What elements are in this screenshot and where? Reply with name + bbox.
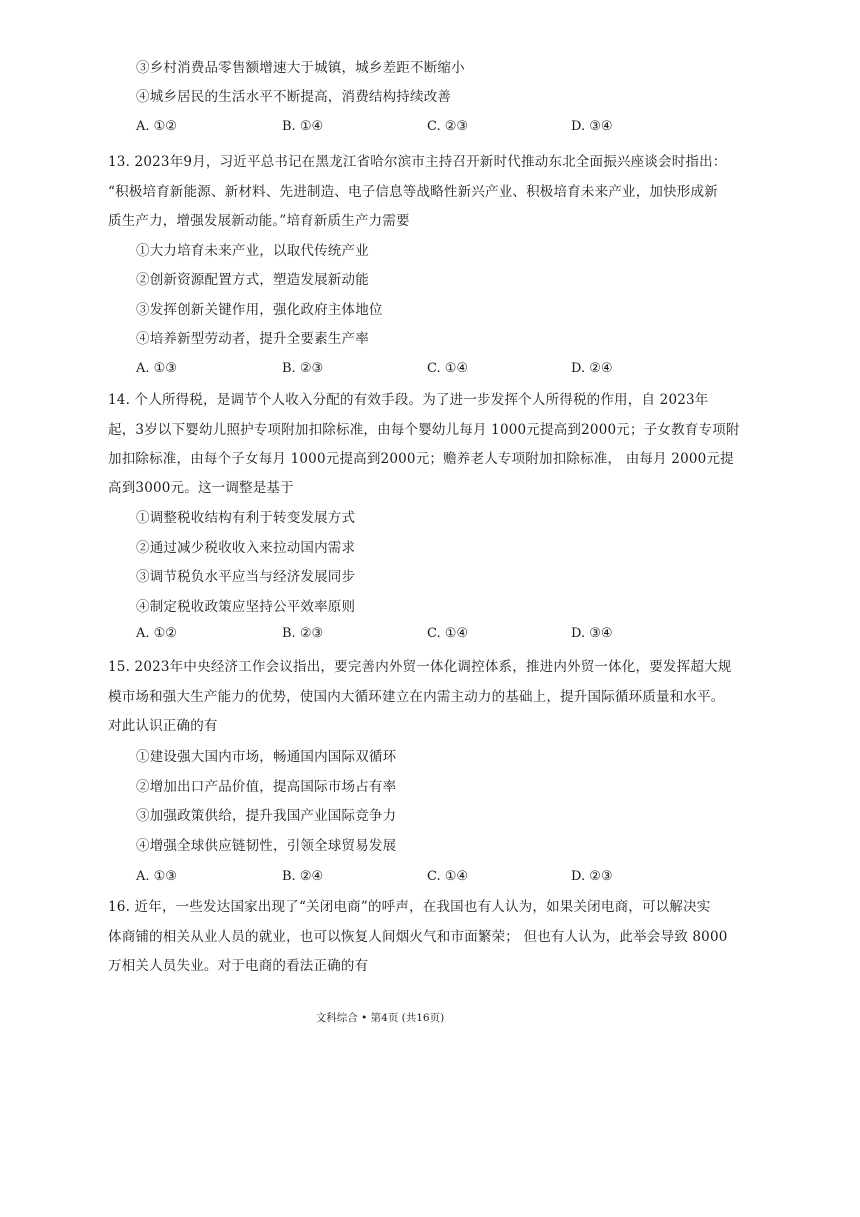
q15-answer-a: A. ①③ [136, 869, 177, 884]
q14-stem-line-1: 14. 个人所得税，是调节个人收入分配的有效手段。为了进一步发挥个人所得税的作用，自 2023年 [108, 392, 709, 408]
page-footer: 文科综合 • 第4页 (共16页) [315, 1012, 445, 1024]
q12-answer-a: A. ①② [136, 119, 177, 134]
q12-answer-c: C. ②③ [427, 119, 469, 134]
q14-answer-c: C. ①④ [427, 626, 469, 641]
q15-option-4: ④增强全球供应链韧性，引领全球贸易发展 [136, 838, 397, 854]
q14-stem-line-2: 起，3岁以下婴幼儿照护专项附加扣除标准，由每个婴幼儿每月 1000元提高到2000元；子女教育专项附 [108, 422, 740, 438]
q16-stem-line-3: 万相关人员失业。对于电商的看法正确的有 [108, 958, 369, 974]
q15-stem-line-1: 15. 2023年中央经济工作会议指出，要完善内外贸一体化调控体系，推进内外贸一体化，要发挥超大规 [108, 659, 732, 675]
q13-stem-line-1: 13. 2023年9月，习近平总书记在黑龙江省哈尔滨市主持召开新时代推动东北全面振兴座谈会时指出： [108, 154, 727, 170]
q13-stem-line-2: “积极培育新能源、新材料、先进制造、电子信息等战略性新兴产业、积极培育未来产业，加快形成新 [108, 184, 718, 200]
q13-option-2: ②创新资源配置方式，塑造发展新动能 [136, 272, 369, 288]
q13-option-4: ④培养新型劳动者，提升全要素生产率 [136, 331, 369, 347]
q15-option-3: ③加强政策供给，提升我国产业国际竞争力 [136, 808, 397, 824]
q12-answer-b: B. ①④ [282, 119, 324, 134]
q14-stem-line-4: 高到3000元。这一调整是基于 [108, 480, 294, 496]
q15-answer-b: B. ②④ [282, 869, 324, 884]
q13-answer-row [136, 359, 736, 379]
q14-answer-row [136, 624, 736, 644]
q15-answer-row [136, 867, 736, 887]
q13-answer-d: D. ②④ [571, 361, 613, 376]
q14-stem-line-3: 加扣除标准，由每个子女每月 1000元提高到2000元；赡养老人专项附加扣除标准， 由每月 2000元提 [108, 451, 734, 467]
q13-answer-b: B. ②③ [282, 361, 324, 376]
q15-stem-line-2: 模市场和强大生产能力的优势，使国内大循环建立在内需主动力的基础上，提升国际循环质量和水平。 [108, 689, 725, 705]
q16-stem-line-2: 体商铺的相关从业人员的就业，也可以恢复人间烟火气和市面繁荣； 但也有人认为，此举会导致 8000 [108, 929, 728, 945]
q14-answer-b: B. ②③ [282, 626, 324, 641]
q14-option-3: ③调节税负水平应当与经济发展同步 [136, 569, 356, 585]
q14-option-2: ②通过减少税收收入来拉动国内需求 [136, 540, 356, 556]
q15-option-1: ①建设强大国内市场，畅通国内国际双循环 [136, 749, 397, 765]
q14-answer-d: D. ③④ [571, 626, 613, 641]
q14-option-1: ①调整税收结构有利于转变发展方式 [136, 510, 356, 526]
q13-stem-line-3: 质生产力，增强发展新动能。”培育新质生产力需要 [108, 213, 410, 229]
q13-option-3: ③发挥创新关键作用，强化政府主体地位 [136, 302, 383, 318]
q15-option-2: ②增加出口产品价值，提高国际市场占有率 [136, 779, 397, 795]
q12-answer-row [136, 117, 736, 137]
q16-stem-line-1: 16. 近年，一些发达国家出现了“关闭电商”的呼声，在我国也有人认为，如果关闭电商，可以解决实 [108, 899, 711, 915]
q15-stem-line-3: 对此认识正确的有 [108, 718, 218, 734]
q12-option-4: ④城乡居民的生活水平不断提高，消费结构持续改善 [136, 89, 452, 105]
q12-option-3: ③乡村消费品零售额增速大于城镇，城乡差距不断缩小 [136, 60, 465, 76]
q12-answer-d: D. ③④ [571, 119, 613, 134]
q15-answer-d: D. ②③ [571, 869, 613, 884]
q14-option-4: ④制定税收政策应坚持公平效率原则 [136, 599, 356, 615]
q13-answer-a: A. ①③ [136, 361, 177, 376]
q14-answer-a: A. ①② [136, 626, 177, 641]
q13-option-1: ①大力培育未来产业，以取代传统产业 [136, 243, 369, 259]
q15-answer-c: C. ①④ [427, 869, 469, 884]
q13-answer-c: C. ①④ [427, 361, 469, 376]
